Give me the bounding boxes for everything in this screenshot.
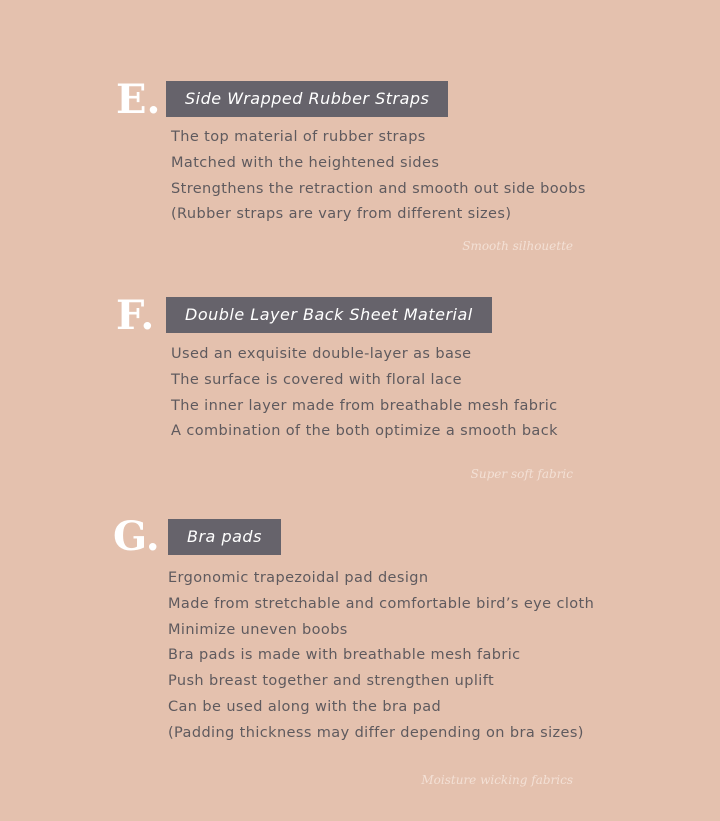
list-item: Strengthens the retraction and smooth out side boobs bbox=[171, 180, 586, 197]
section-caption: Moisture wicking fabrics bbox=[421, 773, 573, 787]
list-item: The top material of rubber straps bbox=[171, 129, 426, 145]
section-title: Bra pads bbox=[168, 519, 281, 555]
list-item: Minimize uneven boobs bbox=[168, 621, 348, 638]
list-item: The inner layer made from breathable mesh fabric bbox=[171, 397, 558, 414]
list-item: Made from stretchable and comfortable bird’s eye cloth bbox=[168, 595, 595, 612]
section-letter: E. bbox=[116, 76, 161, 123]
section-title: Side Wrapped Rubber Straps bbox=[166, 81, 448, 117]
section-caption: Super soft fabric bbox=[470, 467, 573, 481]
list-item: A combination of the both optimize a smooth back bbox=[171, 423, 558, 440]
list-item: Can be used along with the bra pad bbox=[168, 698, 442, 715]
list-item: Used an exquisite double-layer as base bbox=[171, 346, 472, 362]
section-caption: Smooth silhouette bbox=[462, 239, 573, 253]
section-title: Double Layer Back Sheet Material bbox=[166, 297, 492, 333]
list-item: The surface is covered with floral lace bbox=[171, 371, 462, 388]
list-item: Push breast together and strengthen uplift bbox=[168, 673, 495, 690]
list-item: Ergonomic trapezoidal pad design bbox=[168, 570, 429, 586]
feature-list bbox=[171, 125, 586, 228]
list-item: Bra pads is made with breathable mesh fabric bbox=[168, 647, 521, 664]
section-letter: G. bbox=[113, 513, 160, 560]
list-item: (Rubber straps are vary from different sizes) bbox=[171, 206, 512, 223]
feature-list bbox=[171, 342, 558, 445]
feature-list bbox=[168, 566, 594, 747]
list-item: Matched with the heightened sides bbox=[171, 154, 440, 171]
section-letter: F. bbox=[116, 292, 155, 339]
list-item: (Padding thickness may differ depending on bra sizes) bbox=[168, 724, 584, 741]
